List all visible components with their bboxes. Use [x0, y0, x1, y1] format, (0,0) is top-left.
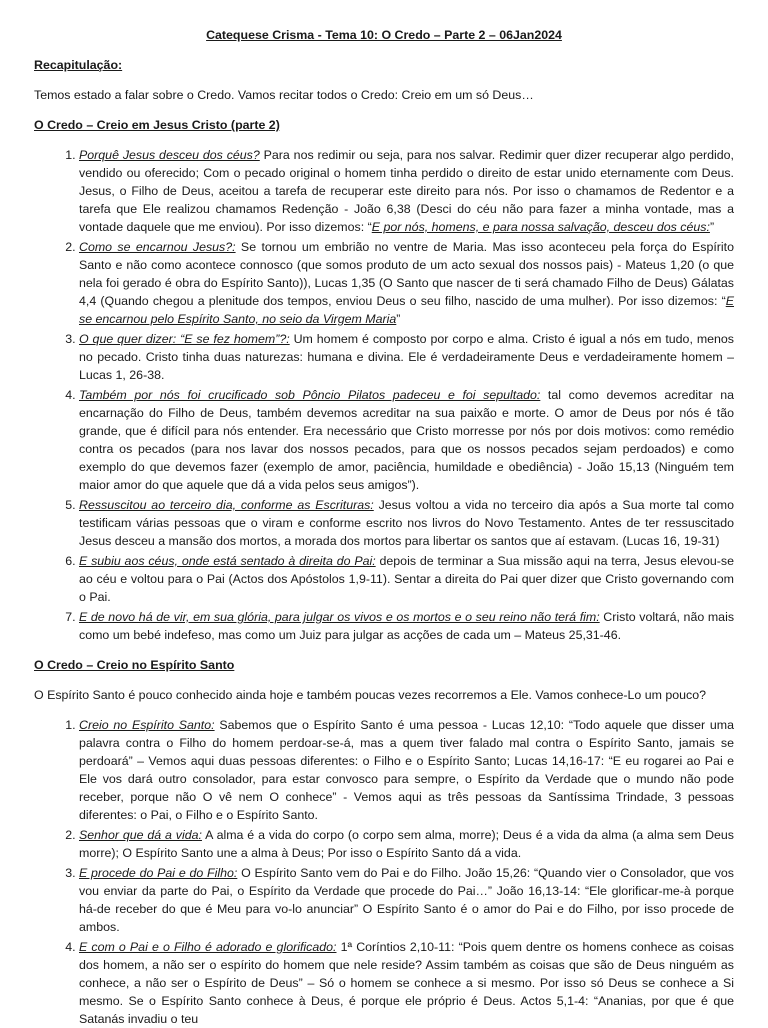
item-text: Para nos redimir ou seja, para nos salvar. Redimir quer dizer recuperar algo perdido, vendido ou oferecido; Com o pecado original o homem tinha perdido o direito de estar unido eternamente com Deus. Jesus, o Filho de Deus, aceitou a tarefa de recuperar este direito para nós. Por isso o chamamos de Redentor e a tarefa que Ele realizou chamamos Redenção - João 6,38 (Desci do céu não para fazer a minha vontade, mas a vontade daquele que me enviou). Por isso dizemos: “: [79, 148, 734, 234]
item-quote: E se encarnou pelo Espírito Santo, no seio da Virgem Maria: [79, 294, 734, 326]
item-text: 1ª Coríntios 2,10-11: “Pois quem dentre os homens conhece as coisas dos homem, a não ser o espírito do homem que nele reside? Assim também as coisas que são de Deus ninguém as conhece, a não ser o Espírito de Deus” – Só o homem se conhece a si mesmo. Por isso só Deus se conhece a Si mesmo. Se o Espírito Santo conhece à Deus, é porque ele próprio é Deus. Actos 5,1-4: “Ananias, por que é que Satanás invadiu o teu: [79, 940, 734, 1026]
item-lead: E de novo há de vir, em sua glória, para julgar os vivos e os mortos e o seu reino não terá fim:: [79, 610, 600, 624]
item-lead: Ressuscitou ao terceiro dia, conforme as Escrituras:: [79, 498, 374, 512]
section-heading-jesus: O Credo – Creio em Jesus Cristo (parte 2): [34, 118, 280, 132]
item-text: depois de terminar a Sua missão aqui na terra, Jesus elevou-se ao céu e voltou para o Pai (Actos dos Apóstolos 1,9-11). Sentar a direita do Pai quer dizer que Cristo governando com o Pai.: [79, 554, 734, 604]
item-text: Jesus voltou a vida no terceiro dia após a Sua morte tal como testificam várias pessoas que o viram e conforme escrito nos livros do Novo Testamento. Antes de ter ressuscitado Jesus desceu a mansão dos mortos, a morada dos mortos para libertar os santos que aí estavam. (Lucas 16, 19-31): [79, 498, 734, 548]
item-lead: Também por nós foi crucificado sob Pôncio Pilatos padeceu e foi sepultado:: [79, 388, 541, 402]
section-heading-espirito-santo: O Credo – Creio no Espírito Santo: [34, 658, 235, 672]
espirito-santo-list: [34, 716, 734, 1028]
item-text: tal como devemos acreditar na encarnação do Filho de Deus, também devemos acreditar na sua paixão e morte. O amor de Deus por nós é tão grande, que é difícil para nós entender. Era necessário que Cristo morresse por nós por dois motivos: como remédio contra os pecados (para nos lavar dos nossos pecados, para que os nossos pecados sejam perdoados) e como exemplo do que devemos fazer (exemplo de amor, paciência, humildade e obediência) - João 15,13 (Ninguém tem maior amor do que aquele que dá a vida pelos seus amigos”).: [79, 388, 734, 492]
recap-heading: Recapitulação:: [34, 58, 123, 72]
list-item: [79, 716, 734, 824]
document-title: Catequese Crisma - Tema 10: O Credo – Parte 2 – 06Jan2024: [206, 28, 562, 42]
list-item: [79, 826, 734, 862]
list-item: [79, 938, 734, 1028]
list-item: [79, 146, 734, 236]
item-lead: Como se encarnou Jesus?:: [79, 240, 236, 254]
section-intro: O Espírito Santo é pouco conhecido ainda hoje e também poucas vezes recorremos a Ele. Vamos conhece-Lo um pouco?: [34, 688, 707, 702]
item-end: ”: [396, 312, 401, 326]
item-text: Sabemos que o Espírito Santo é uma pessoa - Lucas 12,10: “Todo aquele que disser uma palavra contra o Filho do homem perdoar-se-á, mas a quem tiver falado mal contra o Espírito Santo, jamais se perdoará” – Vemos aqui duas pessoas diferentes: o Filho e o Espírito Santo; Lucas 14,16-17: “E eu rogarei ao Pai e Ele vos dará outro consolador, para estar convosco para sempre, o Espírito da Verdade que o mundo não pode receber, porque não O vê nem O conhece” - Vemos aqui as três pessoas da Santíssima Trindade, 3 pessoas diferentes: o Pai, o Filho e o Espírito Santo.: [79, 718, 734, 822]
item-lead: O que quer dizer: “E se fez homem”?:: [79, 332, 290, 346]
list-item: [79, 864, 734, 936]
item-text: Cristo voltará, não mais como um bebé indefeso, mas como um Juiz para julgar as acções de cada um – Mateus 25,31-46.: [79, 610, 735, 642]
list-item: [79, 238, 734, 328]
item-lead: E subiu aos céus, onde está sentado à direita do Pai:: [79, 554, 376, 568]
list-item: [79, 330, 734, 384]
item-lead: Senhor que dá a vida:: [79, 828, 202, 842]
list-item: [79, 496, 734, 550]
item-text: Se tornou um embrião no ventre de Maria. Mas isso aconteceu pela força do Espírito Santo e não como acontece connosco (que somos produto de um acto sexual dos nossos pais) - Mateus 1,20 (o que nela foi gerado é obra do Espírito Santo)), Lucas 1,35 (O Santo que nascer de ti será chamado Filho de Deus) Gálatas 4,4 (Quando chegou a plenitude dos tempos, enviou Deus o seu filho, nascido de uma mulher). Por isso dizemos: “: [79, 240, 734, 308]
item-lead: Porquê Jesus desceu dos céus?: [79, 148, 260, 162]
item-text: O Espírito Santo vem do Pai e do Filho. João 15,26: “Quando vier o Consolador, que vos vou enviar da parte do Pai, o Espírito da Verdade que procede do Pai…” João 16,13-14: “Ele glorificar-me-à porque há-de receber do que é Meu para vo-lo anunciar” O Espírito Santo é o amor do Pai e do Filho, por isso procede de ambos.: [79, 866, 734, 934]
list-item: [79, 608, 734, 644]
item-lead: E procede do Pai e do Filho:: [79, 866, 238, 880]
recap-text: Temos estado a falar sobre o Credo. Vamos recitar todos o Credo: Creio em um só Deus…: [34, 88, 534, 102]
jesus-list: [34, 146, 734, 644]
item-text: A alma é a vida do corpo (o corpo sem alma, morre); Deus é a vida da alma (a alma sem Deus morre); O Espírito Santo une a alma à Deus; Por isso o Espírito Santo dá a vida.: [79, 828, 734, 860]
item-text: Um homem é composto por corpo e alma. Cristo é igual a nós em tudo, menos no pecado. Cristo tinha duas naturezas: humana e divina. Ele é verdadeiramente Deus e verdadeiramente homem – Lucas 1, 26-38.: [79, 332, 735, 382]
item-end: ”: [709, 220, 715, 234]
item-lead: Creio no Espírito Santo:: [79, 718, 215, 732]
list-item: [79, 386, 734, 494]
item-lead: E com o Pai e o Filho é adorado e glorificado:: [79, 940, 337, 954]
list-item: [79, 552, 734, 606]
item-quote: E por nós, homens, e para nossa salvação, desceu dos céus:: [371, 220, 710, 234]
